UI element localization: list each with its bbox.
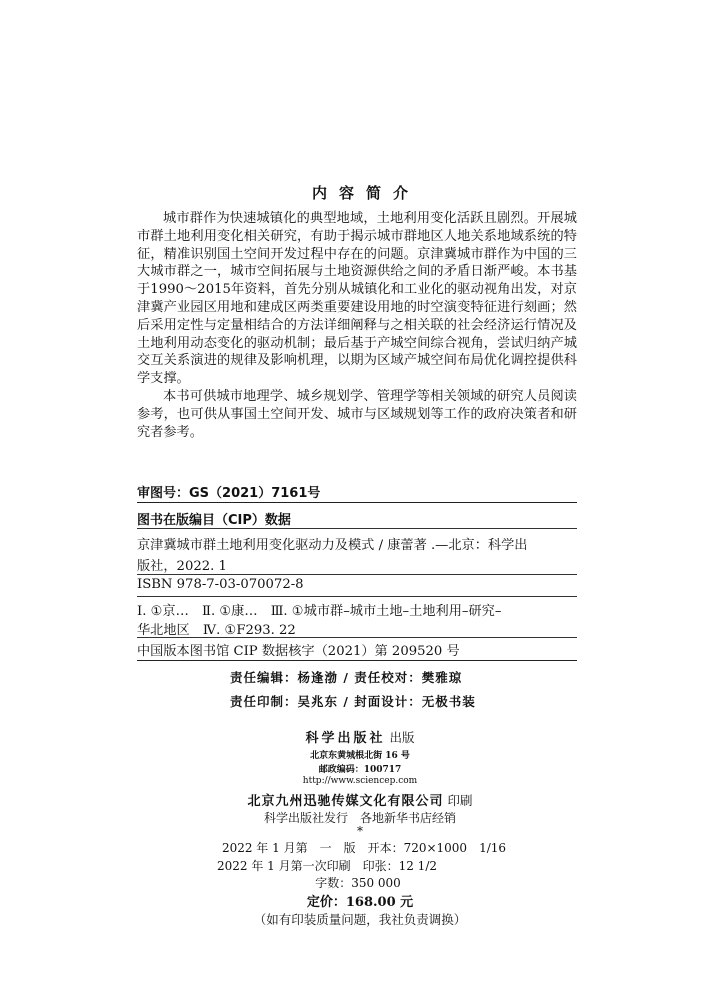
printing-line: 2022 年 1 月第一次印刷 印张：12 1/2 [216, 859, 437, 873]
cip-rule-3 [137, 637, 577, 638]
price: 定价：168.00 元 [306, 895, 414, 910]
publisher-address: 北京东黄城根北街 16 号 [310, 751, 410, 761]
cip-isbn: ISBN 978-7-03-070072-8 [137, 577, 304, 592]
cip-title-line-2: 版社，2022. 1 [137, 559, 227, 574]
publisher-action: 出版 [389, 730, 415, 745]
cip-heading: 图书在版编目（CIP）数据 [137, 513, 291, 528]
publisher-line [0, 727, 720, 746]
cip-rule-2 [137, 596, 577, 597]
summary-title: 内容简介 [311, 184, 420, 202]
quality-notice: （如有印装质量问题，我社负责调换） [253, 912, 467, 927]
publisher-postcode: 邮政编码：100717 [318, 765, 402, 775]
cip-heading-rule [137, 528, 577, 529]
publisher-website: http://www.sciencep.com [302, 776, 418, 786]
word-count: 字数：350 000 [315, 876, 401, 890]
edition-line: 2022 年 1 月第 一 版 开本：720×1000 1/16 [221, 841, 507, 855]
separator-asterisk: * [357, 824, 363, 838]
publisher-name: 科学出版社 [305, 731, 386, 746]
credits-production: 责任印制：吴兆东 / 封面设计：无极书装 [230, 694, 476, 709]
summary-paragraph-1: 城市群作为快速城镇化的典型地域，土地利用变化活跃且剧烈。开展城市群土地利用变化相关研究，有助于揭示城市群地区人地关系地域系统的特征，精准识别国土空间开发过程中存在的问题。京津冀城市群作为中国的三大城市群之一，城市空间拓展与土地资源供给之间的矛盾日渐严峻。本书基于1990～2015年资料，首先分别从城镇化和工业化的驱动视角出发，对京津冀产业园区用地和建成区两类重要建设用地的时空演变特征进行刻画；然后采用定性与定量相结合的方法详细阐释与之相关联的社会经济运行情况及土地利用动态变化的驱动机制；最后基于产城空间综合视角，尝试归纳产城交互关系演进的规律及影响机理，以期为区域产城空间布局优化调控提供科学支撑。 [137, 211, 577, 387]
cip-bottom-rule [137, 660, 577, 661]
credits-editors: 责任编辑：杨逢渤 / 责任校对：樊雅琼 [230, 670, 463, 685]
cip-title-line-1: 京津冀城市群土地利用变化驱动力及模式 / 康蕾著 .—北京：科学出 [137, 538, 528, 553]
cip-classification-line-2: 华北地区 Ⅳ. ①F293. 22 [137, 623, 296, 638]
printer-name: 北京九州迅驰传媒文化有限公司 [247, 794, 444, 809]
cip-library-number: 中国版本图书馆 CIP 数据核字（2021）第 209520 号 [137, 644, 460, 659]
cip-top-rule [137, 502, 577, 503]
printer-action: 印刷 [447, 793, 473, 808]
summary-paragraph-2: 本书可供城市地理学、城乡规划学、管理学等相关领域的研究人员阅读参考，也可供从事国土空间开发、城市与区域规划等工作的政府决策者和研究者参考。 [137, 389, 577, 440]
cip-rule-1 [137, 574, 577, 575]
distribution-line: 科学出版社发行 各地新华书店经销 [263, 811, 456, 825]
map-approval-number: 审图号：GS（2021）7161号 [137, 486, 321, 501]
cip-classification-line-1: Ⅰ. ①京… Ⅱ. ①康… Ⅲ. ①城市群–城市土地–土地利用–研究– [137, 604, 502, 619]
printer-line [0, 790, 720, 809]
